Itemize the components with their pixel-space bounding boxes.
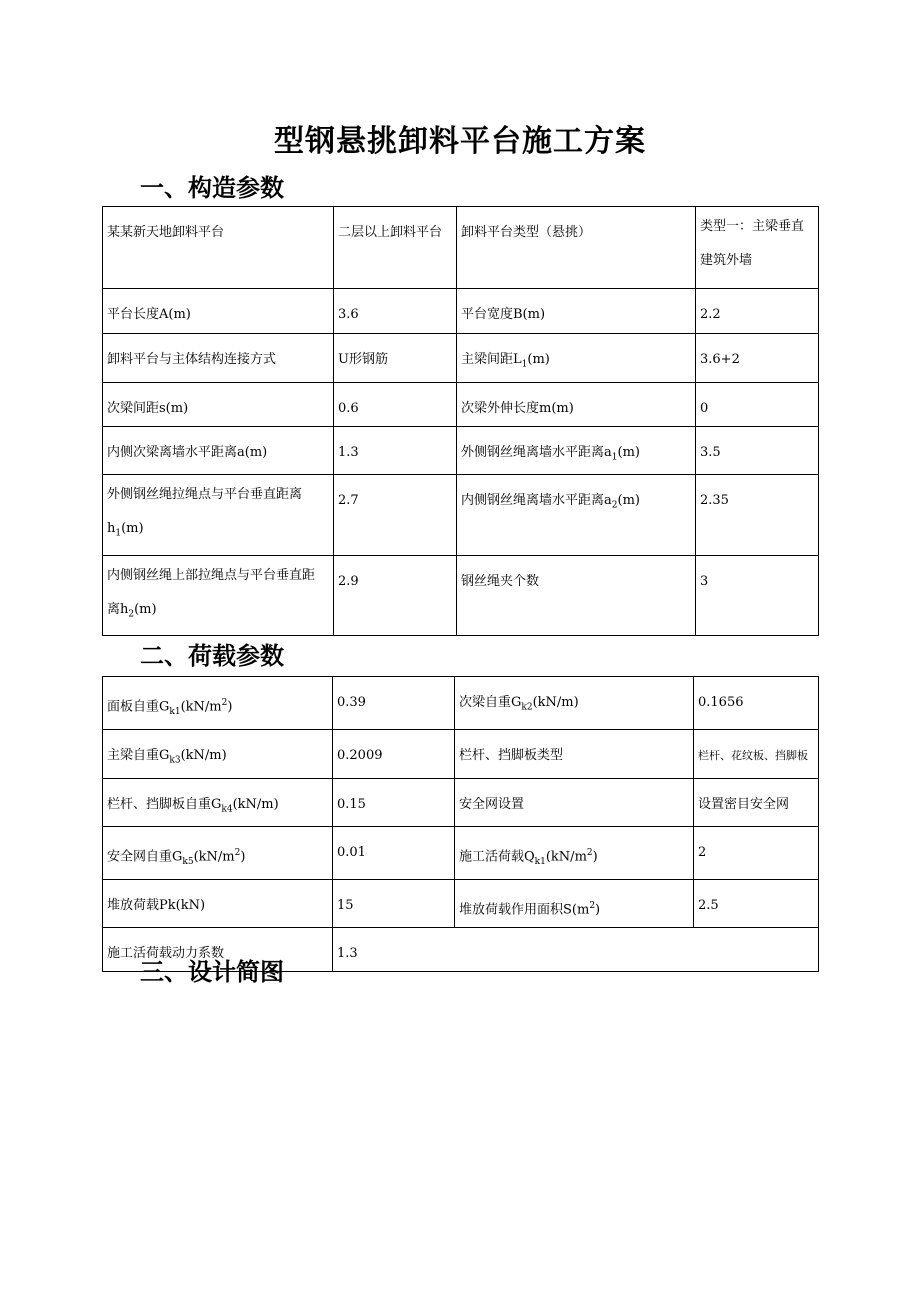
table-cell: 3.6	[334, 289, 457, 334]
table-cell: 3	[696, 556, 819, 636]
table-cell: 2.7	[334, 475, 457, 556]
table-row	[103, 426, 819, 475]
table-cell: 平台长度A(m)	[103, 289, 334, 334]
table-cell: 施工活荷载动力系数	[103, 928, 333, 972]
table-cell: 3.6+2	[696, 334, 819, 383]
table-cell: 0	[696, 382, 819, 426]
table-cell: 面板自重$G_{k1}(kN/m^2)$	[103, 677, 333, 730]
table-cell: 类型一：主梁垂直 建筑外墙	[696, 207, 819, 289]
table-row	[103, 778, 819, 827]
table-cell: 0.6	[334, 382, 457, 426]
table-cell: 卸料平台类型（悬挑）	[457, 207, 696, 289]
table-cell: 15	[333, 880, 455, 928]
load-parameters-table	[102, 676, 819, 972]
table-cell: 0.15	[333, 778, 455, 827]
table-cell: 0.01	[333, 827, 455, 880]
table-cell: 外侧钢丝绳离墙水平距离$a_1(m)$	[457, 426, 696, 475]
table-cell: 设置密目安全网	[694, 778, 819, 827]
table-cell: 1.3	[334, 426, 457, 475]
table-cell: 二层以上卸料平台	[334, 207, 457, 289]
table-row	[103, 880, 819, 928]
table-cell: 栏杆、挡脚板自重$G_{k4}(kN/m)$	[103, 778, 333, 827]
table-cell: 栏杆、花纹板、挡脚板	[694, 729, 819, 778]
table-cell: 2.5	[694, 880, 819, 928]
table-cell: 内侧次梁离墙水平距离a(m)	[103, 426, 334, 475]
table-row	[103, 382, 819, 426]
table-cell: 钢丝绳夹个数	[457, 556, 696, 636]
table-cell: 1.3	[333, 928, 819, 972]
table-row	[103, 289, 819, 334]
table-row	[103, 207, 819, 289]
table-cell: 栏杆、挡脚板类型	[455, 729, 694, 778]
table-cell: 主梁间距$L_1(m)$	[457, 334, 696, 383]
table-cell: 某某新天地卸料平台	[103, 207, 334, 289]
table-cell: 次梁自重$G_{k2}(kN/m)$	[455, 677, 694, 730]
section-heading-load: 二、荷载参数	[140, 642, 284, 670]
page-title: 型钢悬挑卸料平台施工方案	[274, 124, 646, 159]
table-cell: 2.9	[334, 556, 457, 636]
table-cell: 2.35	[696, 475, 819, 556]
table-cell: 0.2009	[333, 729, 455, 778]
table-cell: 3.5	[696, 426, 819, 475]
table-cell: 堆放荷载Pk(kN)	[103, 880, 333, 928]
table-row	[103, 334, 819, 383]
section-heading-structure: 一、构造参数	[140, 174, 284, 202]
table-cell: 平台宽度B(m)	[457, 289, 696, 334]
table-cell: 2	[694, 827, 819, 880]
table-cell: 堆放荷载作用面积$S(m^2)$	[455, 880, 694, 928]
table-cell: U形钢筋	[334, 334, 457, 383]
table-cell: 安全网自重$G_{k5}(kN/m^2)$	[103, 827, 333, 880]
table-row	[103, 556, 819, 636]
table-cell: 2.2	[696, 289, 819, 334]
table-cell: 施工活荷载$Q_{k1}(kN/m^2)$	[455, 827, 694, 880]
table-cell: 卸料平台与主体结构连接方式	[103, 334, 334, 383]
table-cell: 外侧钢丝绳拉绳点与平台垂直距离 $h_1(m)$	[103, 475, 334, 556]
table-cell: 0.39	[333, 677, 455, 730]
table-row	[103, 729, 819, 778]
table-row	[103, 677, 819, 730]
table-cell: 内侧钢丝绳上部拉绳点与平台垂直距 离$h_2(m)$	[103, 556, 334, 636]
section-heading-design-diagram: 三、设计简图	[140, 958, 284, 986]
table-cell: 安全网设置	[455, 778, 694, 827]
table-cell: 次梁间距s(m)	[103, 382, 334, 426]
table-cell: 次梁外伸长度m(m)	[457, 382, 696, 426]
table-cell: 内侧钢丝绳离墙水平距离$a_2(m)$	[457, 475, 696, 556]
table-cell: 主梁自重$G_{k3}(kN/m)$	[103, 729, 333, 778]
structure-parameters-table	[102, 206, 819, 636]
table-row	[103, 475, 819, 556]
table-cell: 0.1656	[694, 677, 819, 730]
table-row	[103, 827, 819, 880]
